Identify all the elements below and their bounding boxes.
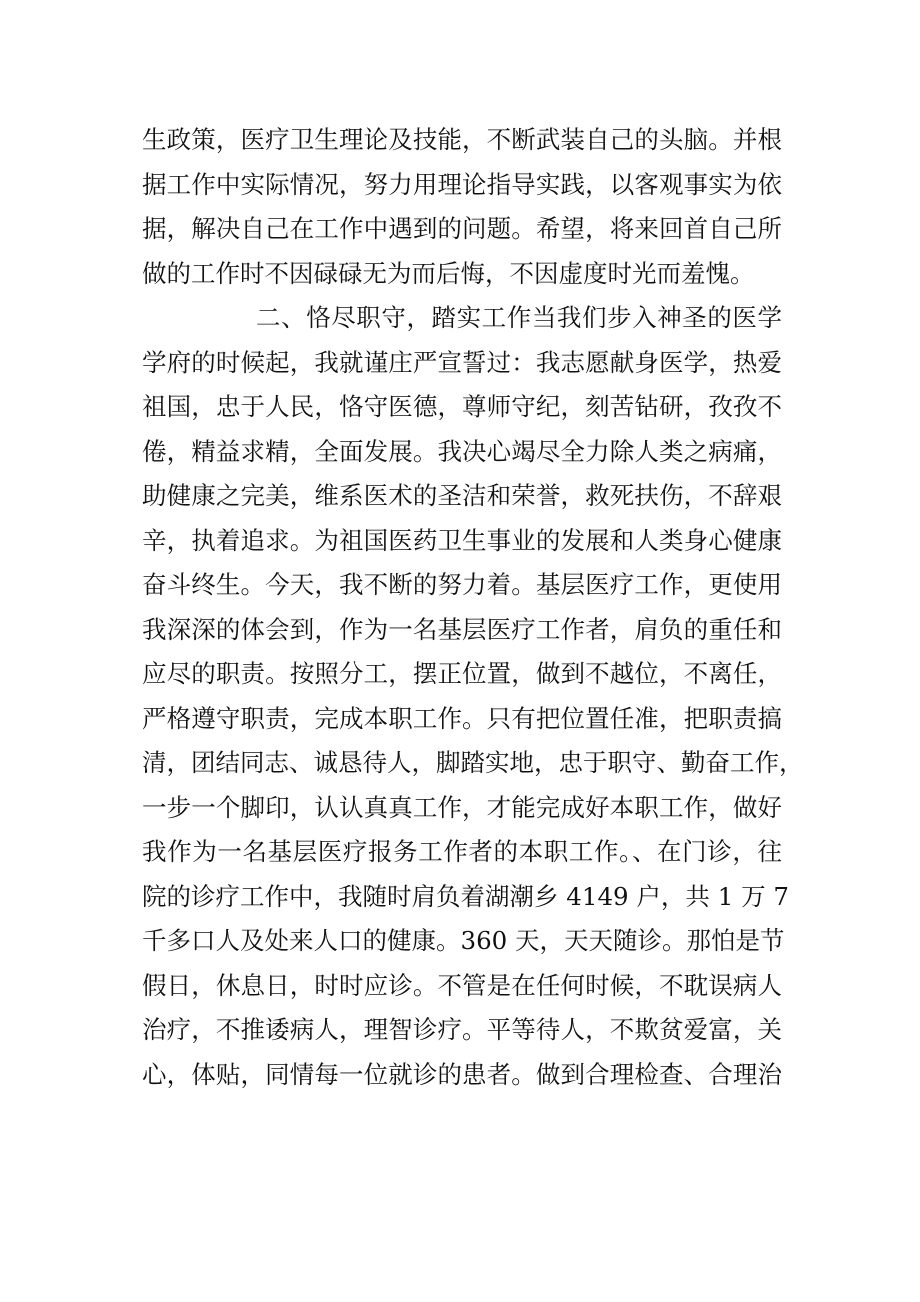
text-line: 假日，休息日，时时应诊。不管是在任何时候，不耽误病人 — [142, 970, 782, 1000]
text-line: 据，解决自己在工作中遇到的问题。希望，将来回首自己所 — [142, 214, 782, 243]
text-line: 治疗，不推诿病人，理智诊疗。平等待人，不欺贫爱富，关 — [142, 1015, 782, 1044]
text-line: 学府的时候起，我就谨庄严宣誓过：我志愿献身医学，热爱 — [142, 347, 782, 377]
text-line: 一步一个脚印，认认真真工作，才能完成好本职工作，做好 — [142, 792, 782, 822]
text-line: 千多口人及处来人口的健康。360 天，天天随诊。那怕是节 — [142, 926, 785, 955]
text-line: 严格遵守职责，完成本职工作。只有把位置任准，把职责搞 — [142, 703, 782, 733]
text-line: 生政策，医疗卫生理论及技能，不断武装自己的头脑。并根 — [142, 125, 782, 154]
text-line: 祖国，忠于人民，恪守医德，尊师守纪，刻苦钻研，孜孜不 — [142, 392, 782, 421]
section-heading-line: 二、恪尽职守，踏实工作当我们步入神圣的医学 — [256, 303, 782, 332]
text-line: 我作为一名基层医疗报务工作者的本职工作。、在门诊，往 — [142, 837, 782, 866]
text-line: 助健康之完美，维系医术的圣洁和荣誉，救死扶伤，不辞艰 — [142, 481, 782, 510]
text-line: 辛，执着追求。为祖国医药卫生事业的发展和人类身心健康 — [142, 525, 782, 555]
text-line: 做的工作时不因碌碌无为而后悔，不因虚度时光而羞愧。 — [142, 258, 755, 288]
text-line: 据工作中实际情况，努力用理论指导实践，以客观事实为依 — [142, 169, 782, 199]
text-line: 奋斗终生。今天，我不断的努力着。基层医疗工作，更使用 — [142, 570, 782, 599]
body-text — [142, 118, 804, 1097]
text-line: 应尽的职责。按照分工，摆正位置，做到不越位，不离任， — [142, 659, 782, 688]
text-line: 倦，精益求精，全面发展。我决心竭尽全力除人类之病痛， — [142, 436, 782, 466]
text-line: 清，团结同志、诚恳待人，脚踏实地，忠于职守、勤奋工作， — [142, 748, 804, 777]
text-line: 心，体贴，同情每一位就诊的患者。做到合理检查、合理治 — [142, 1059, 782, 1089]
text-line: 我深深的体会到，作为一名基层医疗工作者，肩负的重任和 — [142, 614, 782, 644]
text-line: 院的诊疗工作中，我随时肩负着湖潮乡 4149 户，共 1 万 7 — [142, 881, 789, 911]
